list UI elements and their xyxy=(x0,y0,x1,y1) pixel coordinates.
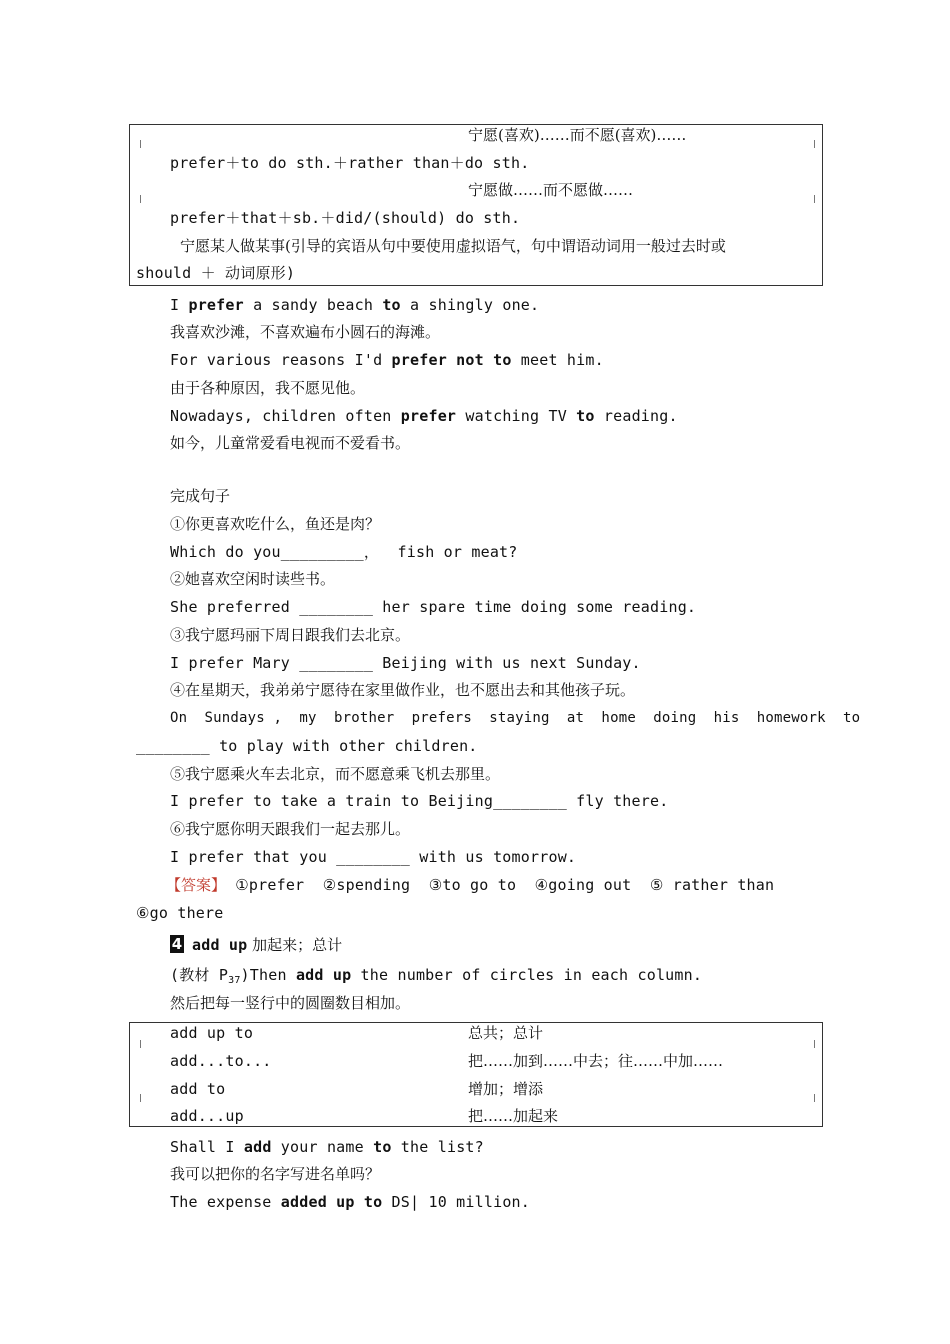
box1-row3-cn: 宁愿做……而不愿做…… xyxy=(468,181,634,199)
example-sentence: Nowadays, children often prefer watching TV to reading. xyxy=(170,407,678,425)
box-margin-tick xyxy=(814,1040,815,1048)
box-margin-tick xyxy=(140,1094,141,1102)
example-translation: 由于各种原因，我不愿见他。 xyxy=(170,379,366,397)
box-margin-tick xyxy=(814,195,815,203)
phrase-cn: 增加；增添 xyxy=(468,1080,544,1098)
example-translation: 我喜欢沙滩，不喜欢遍布小圆石的海滩。 xyxy=(170,323,441,341)
box1-row6-cn: should ＋ 动词原形) xyxy=(136,264,296,282)
exercise-q1-en: Which do you_________， fish or meat? xyxy=(170,543,518,561)
textbook-source-sentence: (教材 $P_{37})Then$ add up the number of circles in each column. xyxy=(170,966,703,986)
phrase-cn: 把……加起来 xyxy=(468,1107,559,1125)
section-4-heading xyxy=(170,935,342,955)
section-meaning: 加起来；总计 xyxy=(247,936,343,954)
exercise-q4-en-line1: On Sundays , my brother prefers staying at home doing his homework to xyxy=(170,710,861,726)
exercise-q4-en-line2: ________ to play with other children. xyxy=(136,737,478,755)
exercise-q3-cn: ③我宁愿玛丽下周日跟我们去北京。 xyxy=(170,626,411,644)
box-margin-tick xyxy=(814,140,815,148)
example-sentence: For various reasons I'd prefer not to meet him. xyxy=(170,351,604,369)
example-translation: 如今，儿童常爱看电视而不爱看书。 xyxy=(170,434,411,452)
phrase-en: add up to xyxy=(170,1024,254,1042)
answer-text: ①prefer ②spending ③to go to ④going out ⑤ rather than xyxy=(226,876,775,894)
section-phrase: add up xyxy=(192,936,248,954)
phrase-cn: 总共；总计 xyxy=(468,1024,544,1042)
exercise-q5-en: I prefer to take a train to Beijing________ fly there. xyxy=(170,792,669,810)
box-margin-tick xyxy=(140,195,141,203)
exercise-q2-en: She preferred ________ her spare time doing some reading. xyxy=(170,598,697,616)
example-sentence: I prefer a sandy beach to a shingly one. xyxy=(170,296,540,314)
exercise-q3-en: I prefer Mary ________ Beijing with us next Sunday. xyxy=(170,654,641,672)
box1-row5-cn: 宁愿某人做某事(引导的宾语从句中要使用虚拟语气，句中谓语动词用一般过去时或 xyxy=(180,237,726,255)
box-margin-tick xyxy=(140,1040,141,1048)
example-sentence: The expense added up to DS| 10 million. xyxy=(170,1193,531,1211)
answer-label: 【答案】 xyxy=(166,876,227,894)
example-translation: 我可以把你的名字写进名单吗？ xyxy=(170,1165,381,1183)
usage-box-prefer xyxy=(129,124,823,286)
answer-line-2: ⑥go there xyxy=(136,904,224,922)
exercise-q2-cn: ②她喜欢空闲时读些书。 xyxy=(170,570,336,588)
exercise-heading: 完成句子 xyxy=(170,487,231,505)
exercise-q6-en: I prefer that you ________ with us tomorrow. xyxy=(170,848,577,866)
example-sentence: Shall I add your name to the list? xyxy=(170,1138,484,1156)
box1-row2-en: prefer＋to do sth.＋rather than＋do sth. xyxy=(170,154,530,172)
exercise-q4-cn: ④在星期天，我弟弟宁愿待在家里做作业，也不愿出去和其他孩子玩。 xyxy=(170,681,636,699)
phrase-en: add to xyxy=(170,1080,226,1098)
box-margin-tick xyxy=(814,1094,815,1102)
phrase-en: add...up xyxy=(170,1107,244,1125)
box-margin-tick xyxy=(140,140,141,148)
box1-row1-cn: 宁愿(喜欢)……而不愿(喜欢)…… xyxy=(468,126,687,144)
exercise-q6-cn: ⑥我宁愿你明天跟我们一起去那儿。 xyxy=(170,820,411,838)
exercise-q1-cn: ①你更喜欢吃什么，鱼还是肉？ xyxy=(170,515,381,533)
exercise-q5-cn: ⑤我宁愿乘火车去北京，而不愿意乘飞机去那里。 xyxy=(170,765,501,783)
textbook-source-translation: 然后把每一竖行中的圆圈数目相加。 xyxy=(170,994,411,1012)
section-number-badge: 4 xyxy=(171,935,183,953)
answer-line xyxy=(166,875,774,895)
phrase-cn: 把……加到……中去；往……中加…… xyxy=(468,1052,724,1070)
phrase-en: add...to... xyxy=(170,1052,272,1070)
box1-row4-en: prefer＋that＋sb.＋did/(should) do sth. xyxy=(170,209,521,227)
